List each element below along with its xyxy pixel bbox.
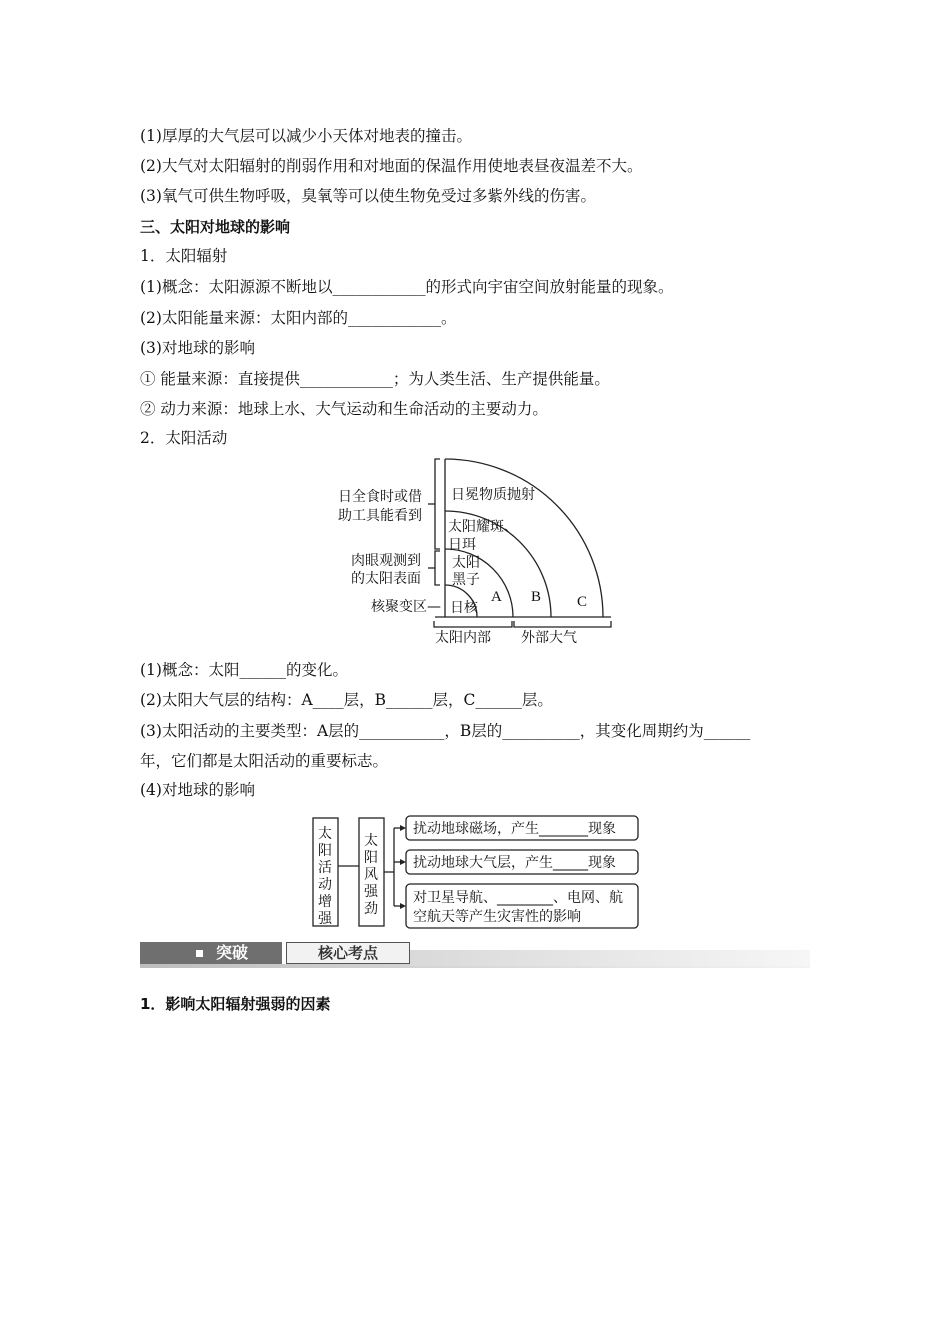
box2-char-4: 强 [364, 884, 378, 900]
subheading-factors: 1．影响太阳辐射强弱的因素 [140, 995, 331, 1013]
text-line-7: (2)太阳能量来源：太阳内部的____________。 [140, 309, 457, 327]
text-line-2: (2)大气对太阳辐射的削弱作用和对地面的保温作用使地表昼夜温差不大。 [140, 157, 643, 175]
label-prominence: 日珥 [448, 537, 476, 553]
square-bullet-icon [196, 950, 203, 957]
layer-letter-b: B [531, 589, 542, 605]
text-line-15: 年，它们都是太阳活动的重要标志。 [140, 752, 389, 770]
text-line-3: (3)氧气可供生物呼吸，臭氧等可以使生物免受过多紫外线的伤害。 [140, 187, 596, 205]
label-naked-eye-1: 肉眼观测到 [351, 553, 421, 569]
box2-char-1: 太 [364, 833, 378, 849]
box1-char-5: 增 [318, 894, 332, 910]
label-solar-interior: 太阳内部 [435, 630, 491, 646]
bracket-inner [434, 621, 512, 627]
box1-char-3: 活 [318, 860, 332, 876]
brace-surface [435, 551, 440, 585]
text-line-1: (1)厚厚的大气层可以减少小天体对地表的撞击。 [140, 127, 472, 145]
label-visible-with-tools-2: 助工具能看到 [338, 508, 422, 524]
effect-2-text: 扰动地球大气层，产生_____现象 [413, 855, 616, 871]
layer-letter-c: C [577, 594, 588, 610]
label-fusion-zone: 核聚变区— [371, 599, 441, 615]
effect-3-text-a: 对卫星导航、________、电网、航 [413, 890, 623, 906]
text-line-10: ② 动力来源：地球上水、大气运动和生命活动的主要动力。 [140, 400, 548, 418]
text-line-8: (3)对地球的影响 [140, 339, 255, 357]
label-sun: 太阳 [452, 555, 480, 571]
label-coronal-mass-ejection: 日冕物质抛射 [451, 487, 535, 503]
text-line-6: (1)概念：太阳源源不断地以____________的形式向宇宙空间放射能量的现象。 [140, 278, 674, 296]
effect-1-text: 扰动地球磁场，产生_______现象 [413, 821, 616, 837]
box1-char-1: 太 [318, 826, 332, 842]
text-line-13: (2)太阳大气层的结构：A____层，B______层，C______层。 [140, 691, 553, 709]
banner-label-breakthrough: 突破 [216, 943, 249, 962]
label-outer-atmosphere: 外部大气 [521, 630, 577, 646]
section-heading: 三、太阳对地球的影响 [140, 218, 291, 236]
bracket-outer [514, 621, 611, 627]
subheading-solar-radiation: 1．太阳辐射 [140, 247, 228, 265]
banner-label-core-points: 核心考点 [286, 942, 410, 964]
brace-outer [435, 459, 440, 549]
banner-dark-block [140, 942, 282, 964]
text-line-14: (3)太阳活动的主要类型：A层的___________，B层的__________，其变化周期约为______ [140, 722, 751, 740]
label-spots: 黑子 [452, 572, 480, 588]
label-naked-eye-2: 的太阳表面 [351, 571, 421, 587]
box1-char-2: 阳 [318, 843, 332, 859]
banner-fade [410, 950, 810, 966]
label-core: 日核 [450, 600, 478, 616]
label-flare: 太阳耀斑、 [448, 519, 518, 535]
text-line-16: (4)对地球的影响 [140, 781, 255, 799]
box1-char-6: 强 [318, 911, 332, 927]
box2-char-3: 风 [364, 867, 378, 883]
label-visible-with-tools-1: 日全食时或借 [338, 489, 422, 505]
box1-char-4: 动 [318, 877, 332, 893]
layer-letter-a: A [491, 589, 502, 605]
effect-3-text-b: 空航天等产生灾害性的影响 [413, 909, 581, 925]
text-line-9: ① 能量来源：直接提供____________；为人类生活、生产提供能量。 [140, 370, 610, 388]
subheading-solar-activity: 2．太阳活动 [140, 429, 228, 447]
box2-char-5: 劲 [364, 901, 378, 917]
section-banner [140, 942, 810, 968]
text-line-12: (1)概念：太阳______的变化。 [140, 661, 348, 679]
box2-char-2: 阳 [364, 850, 378, 866]
